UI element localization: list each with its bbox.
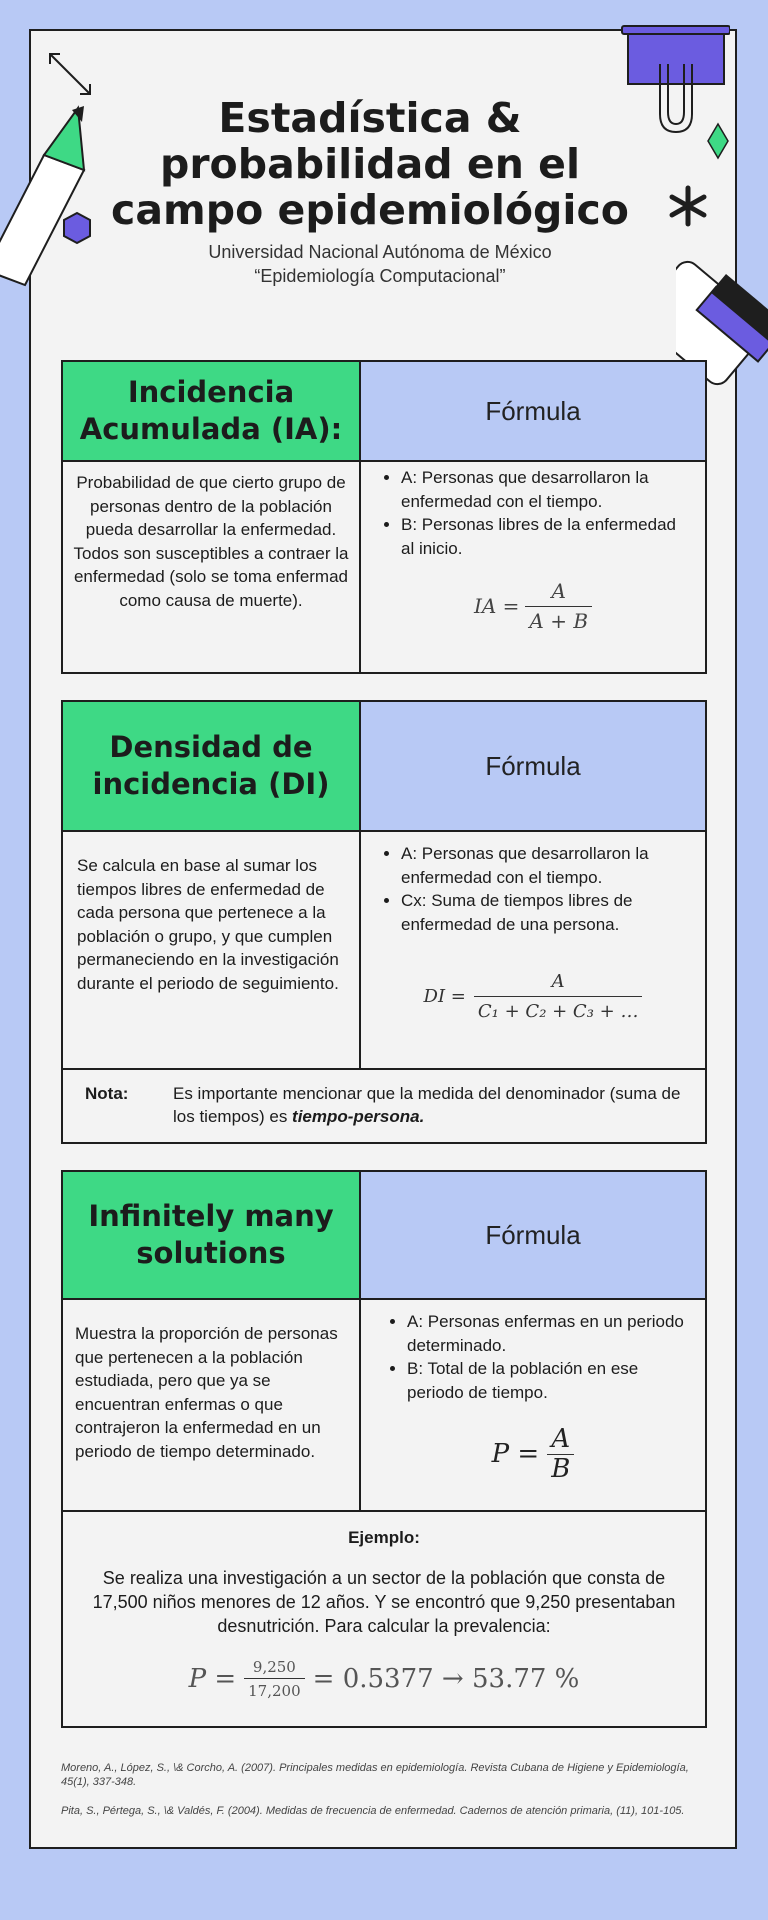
formula-denominator: B: [547, 1454, 574, 1482]
pencil-icon: [0, 100, 95, 290]
di-heading: [63, 702, 361, 830]
reference-item: Moreno, A., López, S., \& Corcho, A. (2007). Principales medidas en epidemiología. Revista Cubana de Higiene y Epidemiología, 45(1), 337-348.: [61, 1762, 689, 1788]
description-text: Muestra la proporción de personas que pertenecen a la población estudiada, pero que ya se encuentran enfermas o que contrajeron la enfermedad en un periodo de tiempo determinado.: [75, 1324, 338, 1461]
description-text: Probabilidad de que cierto grupo de personas dentro de la población pueda desarrollar la enfermedad.: [76, 473, 346, 539]
list-item: • Cx: Suma de tiempos libres de enfermedad de una persona.: [401, 889, 693, 936]
prevalence-description: [63, 1300, 361, 1510]
heading-line: Densidad de: [109, 730, 313, 764]
title-line: Estadística &: [218, 94, 522, 142]
prevalence-variable-list: [361, 1310, 705, 1404]
formula-result: = 0.5377 → 53.77 %: [312, 1664, 580, 1694]
list-item: • A: Personas enfermas en un periodo determinado.: [407, 1310, 693, 1357]
ia-variable-list: [361, 466, 705, 560]
ia-formula: [361, 580, 705, 633]
di-formula: [361, 970, 705, 1023]
formula-lhs: IA =: [473, 593, 520, 618]
heading-line: incidencia (DI): [92, 767, 330, 801]
example-text: Se realiza una investigación a un sector de la población que consta de 17,500 niños menores de 12 años. Y se encontró que 9,250 presentaban desnutrición. Para calcular la prevalencia:: [92, 1568, 676, 1636]
title-line: campo epidemiológico: [111, 186, 629, 234]
note-text: Es importante mencionar que la medida del denominador (suma de los tiempos) es: [173, 1084, 681, 1126]
di-description: [63, 832, 361, 1068]
formula-lhs: P =: [491, 1438, 540, 1469]
example-formula: [63, 1658, 705, 1700]
title-line: probabilidad en el: [159, 140, 581, 188]
description-text: Todos son susceptibles a contraer la enfermedad (solo se toma enfermad como causa de muerte).: [73, 543, 349, 610]
di-formula-panel: [361, 832, 705, 1068]
hexagon-icon: [60, 211, 94, 245]
prevalence-formula-panel: [361, 1300, 705, 1510]
asterisk-icon: [666, 184, 710, 228]
note-emphasis: tiempo-persona.: [292, 1107, 425, 1126]
note-label: Nota:: [85, 1084, 129, 1103]
ia-formula-panel: [361, 462, 705, 672]
di-formula-label: Fórmula: [361, 702, 705, 830]
prevalence-formula-label: Fórmula: [361, 1172, 705, 1298]
list-item: • A: Personas que desarrollaron la enfermedad con el tiempo.: [401, 842, 693, 889]
formula-numerator: A: [551, 971, 565, 992]
heading-line: Incidencia: [127, 375, 295, 409]
ia-heading: [63, 362, 361, 460]
formula-numerator: 9,250: [252, 1658, 296, 1676]
formula-numerator: A: [551, 579, 566, 603]
list-item: • B: Total de la población en ese periodo de tiempo.: [407, 1357, 693, 1404]
prevalence-heading: [63, 1172, 361, 1298]
diamond-icon: [706, 122, 730, 160]
formula-lhs: P =: [188, 1664, 237, 1694]
di-card: [61, 700, 707, 1144]
prevalence-card: [61, 1170, 707, 1728]
ia-formula-label: Fórmula: [361, 362, 705, 460]
example-title: Ejemplo:: [348, 1528, 420, 1547]
heading-line: solutions: [136, 1236, 286, 1270]
ia-description: [63, 462, 361, 672]
reference-item: Pita, S., Pértega, S., \& Valdés, F. (2004). Medidas de frecuencia de enfermedad. Cadernos de atención primaria, (11), 101-105.: [61, 1805, 685, 1817]
example-box: [63, 1510, 705, 1726]
prevalence-formula: [361, 1424, 705, 1484]
course-name: “Epidemiología Computacional”: [254, 266, 506, 286]
description-text: Se calcula en base al sumar los tiempos libres de enfermedad de cada persona que pertenece a la población o grupo, y que cumplen permaneciendo en la investigación durante el periodo de seguimiento.: [77, 856, 339, 993]
formula-lhs: DI =: [423, 985, 466, 1007]
note-body: [153, 1070, 705, 1142]
heading-line: Infinitely many: [88, 1199, 334, 1233]
di-variable-list: [361, 842, 705, 936]
heading-line: Acumulada (IA):: [79, 412, 343, 446]
ia-card: [61, 360, 707, 674]
formula-numerator: A: [551, 1424, 571, 1454]
double-arrow-icon: [44, 48, 96, 100]
di-note: [63, 1068, 705, 1142]
formula-denominator: 17,200: [244, 1678, 305, 1700]
formula-denominator: C₁ + C₂ + C₃ + …: [474, 996, 643, 1024]
university-name: Universidad Nacional Autónoma de México: [208, 242, 552, 262]
list-item: • B: Personas libres de la enfermedad al inicio.: [401, 513, 693, 560]
subtitle: [130, 240, 630, 288]
page-title: [110, 95, 630, 233]
list-item: • A: Personas que desarrollaron la enfermedad con el tiempo.: [401, 466, 693, 513]
formula-denominator: A + B: [525, 606, 592, 634]
